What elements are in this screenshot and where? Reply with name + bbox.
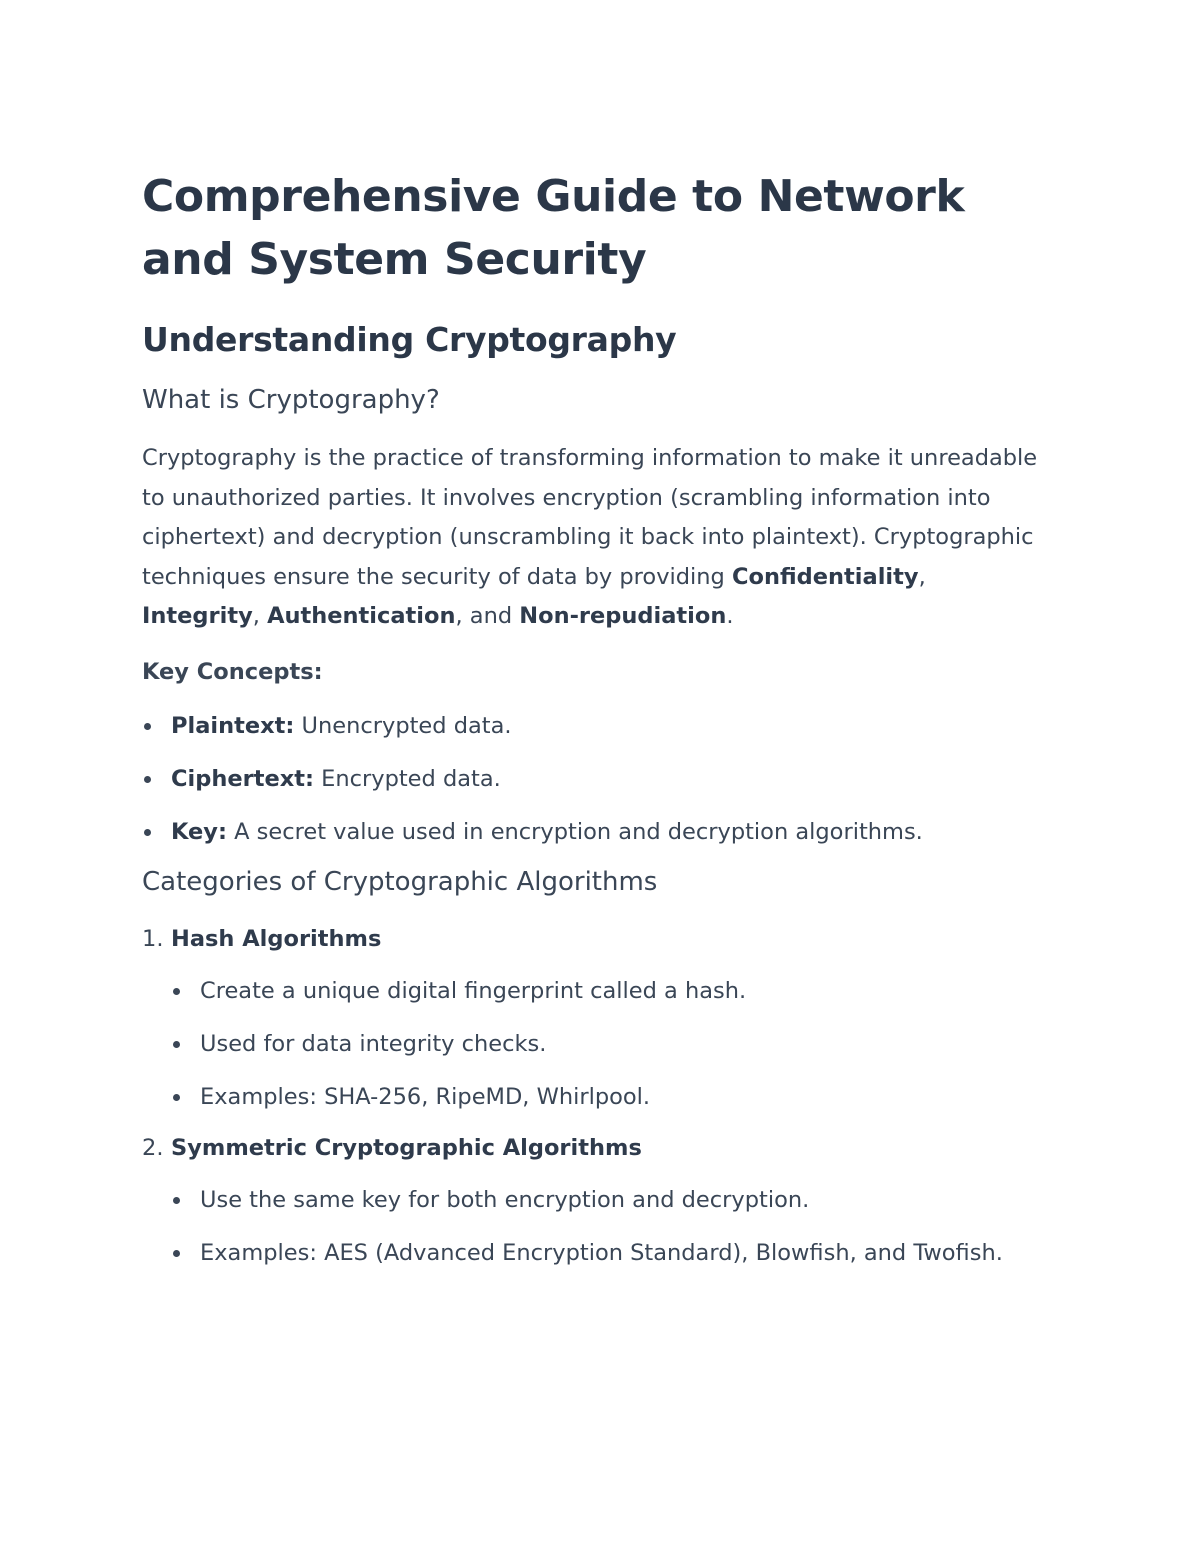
list-item: Use the same key for both encryption and decryption. (171, 1180, 1042, 1220)
list-item: Used for data integrity checks. (171, 1024, 1042, 1064)
category-title (142, 921, 1042, 957)
separator: , and (455, 603, 520, 630)
document-title: Comprehensive Guide to Network and System Security (142, 171, 965, 285)
key-concepts-label: Key Concepts: (142, 658, 323, 685)
category-number: 2. (142, 1134, 164, 1161)
separator: , (918, 563, 926, 590)
concept-desc: A secret value used in encryption and decryption algorithms. (226, 818, 923, 845)
term-integrity: Integrity (142, 603, 253, 630)
category-points (142, 971, 1042, 1117)
key-concepts-list (142, 706, 1042, 852)
term-authentication: Authentication (267, 603, 456, 630)
intro-paragraph (142, 439, 1042, 637)
concept-term: Ciphertext: (171, 765, 314, 792)
list-item (142, 706, 1042, 746)
list-item: Create a unique digital fingerprint called a hash. (171, 971, 1042, 1011)
concept-term: Plaintext: (171, 712, 295, 739)
separator: , (252, 603, 268, 630)
paragraph-end: . (726, 603, 734, 630)
category-item (142, 921, 1042, 1117)
term-non-repudiation: Non-repudiation (519, 603, 727, 630)
intro-text: Cryptography is the practice of transforming information to make it unreadable to unauthorized parties. It involves encryption (scrambling information into ciphertext) and decryption (unscrambling it back into plaintext). Cryptographic techniques ensure the security of data by providing (142, 445, 1038, 590)
list-item (142, 759, 1042, 799)
categories-list (142, 921, 1042, 1273)
category-number: 1. (142, 925, 164, 952)
list-item: Examples: SHA-256, RipeMD, Whirlpool. (171, 1077, 1042, 1117)
concept-desc: Unencrypted data. (294, 712, 512, 739)
category-name: Symmetric Cryptographic Algorithms (171, 1134, 642, 1161)
subsection-heading-what-is: What is Cryptography? (142, 385, 440, 415)
category-name: Hash Algorithms (171, 925, 382, 952)
concept-desc: Encrypted data. (314, 765, 501, 792)
category-points (142, 1180, 1042, 1273)
subsection-heading-categories: Categories of Cryptographic Algorithms (142, 866, 658, 897)
concept-term: Key: (171, 818, 227, 845)
document-page (142, 165, 1042, 1286)
category-item (142, 1130, 1042, 1273)
list-item (142, 812, 1042, 852)
category-title (142, 1130, 1042, 1166)
list-item: Examples: AES (Advanced Encryption Standard), Blowfish, and Twofish. (171, 1233, 1042, 1273)
term-confidentiality: Confidentiality (732, 563, 919, 590)
section-heading: Understanding Cryptography (142, 320, 677, 359)
